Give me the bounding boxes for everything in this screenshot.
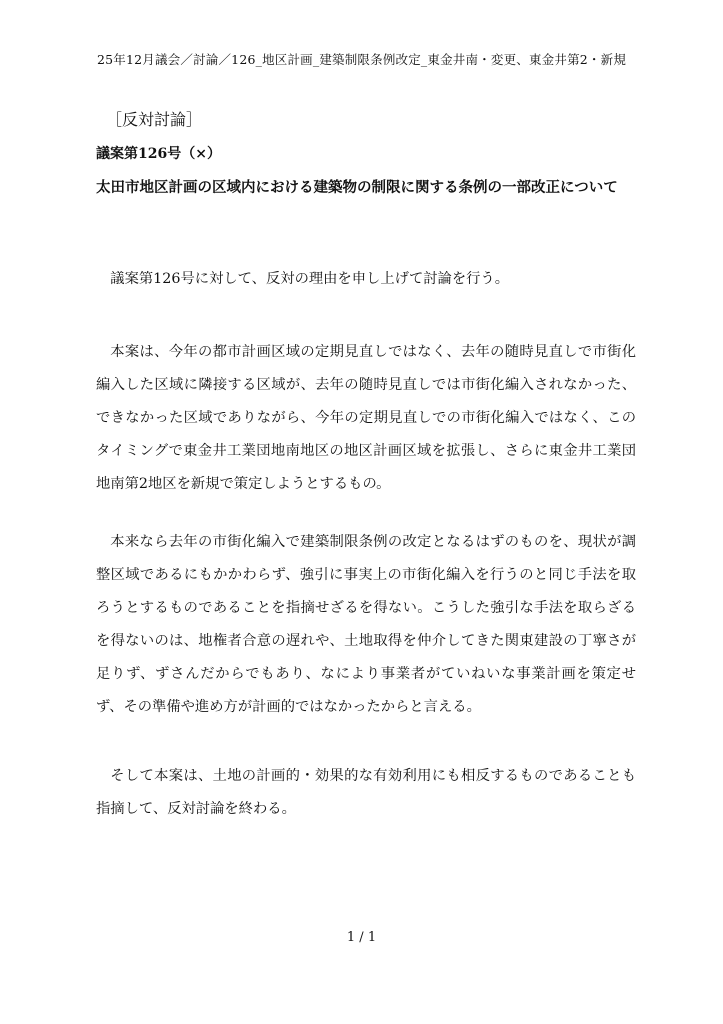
paragraph-conclusion: そして本案は、土地の計画的・効果的な有効利用にも相反するものであることも指摘して、反対討論を終わる。	[96, 768, 636, 817]
bill-number: 議案第126号（×）	[96, 146, 221, 162]
section-label: ［反対討論］	[106, 110, 203, 129]
paragraph-argument: 本来なら去年の市街化編入で建築制限条例の改定となるはずのものを、現状が調整区域であるにもかかわらず、強引に事実上の市街化編入を行うのと同じ手法を取ろうとするものであることを指摘せざるを得ない。こうした強引な手法を取らざるを得ないのは、地権者合意の遅れや、土地取得を仲介してきた関東建設の丁寧さが足りず、ずさんだからでもあり、なにより事業者がていねいな事業計画を策定せず、その準備や進め方が計画的ではなかったからと言える。	[96, 534, 636, 715]
document-header: 25年12月議会／討論／126_地区計画_建築制限条例改定_東金井南・変更、東金井第2・新規	[96, 52, 627, 67]
page-number: 1 / 1	[346, 930, 377, 945]
paragraph-summary: 本案は、今年の都市計画区域の定期見直しではなく、去年の随時見直しで市街化編入した区域に隣接する区域が、去年の随時見直しでは市街化編入されなかった、できなかった区域でありながら、今年の定期見直しでの市街化編入ではなく、このタイミングで東金井工業団地南地区の地区計画区域を拡張し、さらに東金井工業団地南第2地区を新規で策定しようとするもの。	[96, 344, 636, 492]
paragraph-intro: 議案第126号に対して、反対の理由を申し上げて討論を行う。	[110, 271, 510, 287]
bill-title: 太田市地区計画の区域内における建築物の制限に関する条例の一部改正について	[96, 179, 618, 196]
